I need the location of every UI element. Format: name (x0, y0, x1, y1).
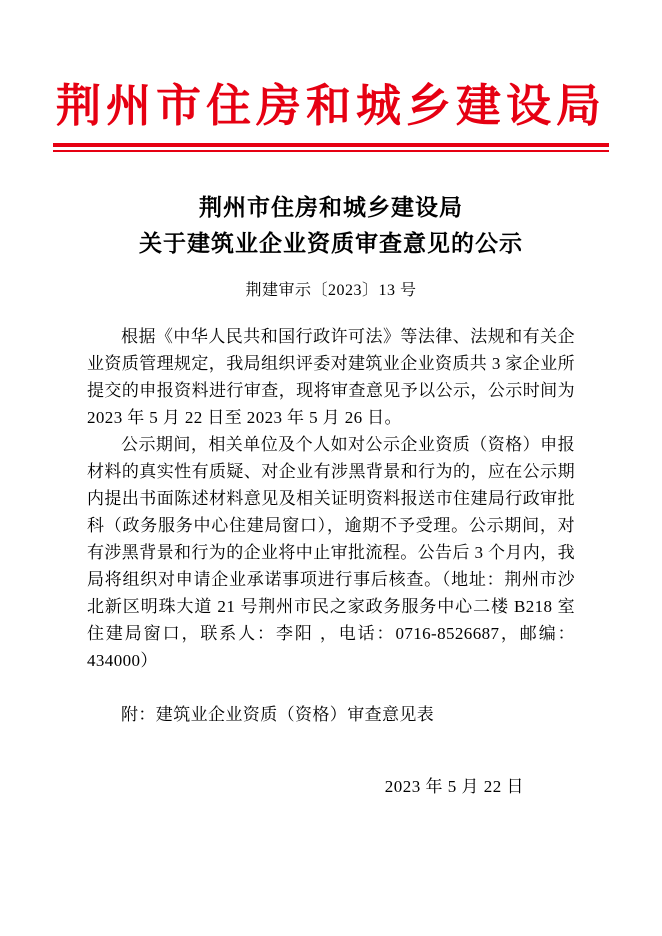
agency-name: 荆州市住房和城乡建设局 (55, 81, 606, 131)
attachment-note: 附：建筑业企业资质（资格）审查意见表 (121, 704, 435, 724)
letterhead-divider (53, 143, 609, 152)
document-body (0, 323, 662, 728)
divider-thin-line (53, 150, 609, 152)
letterhead (0, 0, 662, 152)
document-title-line-2: 关于建筑业企业资质审查意见的公示 (139, 230, 523, 256)
document-number: 荆建审示〔2023〕13 号 (245, 281, 417, 299)
paragraph-2: 公示期间，相关单位及个人如对公示企业资质（资格）申报材料的真实性有质疑、对企业有涉黑背景和行为的，应在公示期内提出书面陈述材料意见及相关证明资料报送市住建局行政审批科（政务服务中心住建局窗口），逾期不予受理。公示期间，对有涉黑背景和行为的企业将中止审批流程。公告后 3 个月内，我局将组织对申请企业承诺事项进行事后核查。（地址：荆州市沙北新区明珠大道 21 号荆州市民之家政务服务中心二楼 B218 室住建局窗口，联系人：李阳 ，电话：0716-8526687，邮编：434000） (87, 434, 575, 670)
document-title (0, 190, 662, 262)
divider-thick-line (53, 143, 609, 147)
document-title-line-1: 荆州市住房和城乡建设局 (199, 194, 463, 220)
document-date: 2023 年 5 月 22 日 (384, 776, 524, 796)
paragraph-1: 根据《中华人民共和国行政许可法》等法律、法规和有关企业资质管理规定，我局组织评委对建筑业企业资质共 3 家企业所提交的申报资料进行审查，现将审查意见予以公示，公示时间为 2023 年 5 月 22 日至 2023 年 5 月 26 日。 (87, 326, 575, 427)
